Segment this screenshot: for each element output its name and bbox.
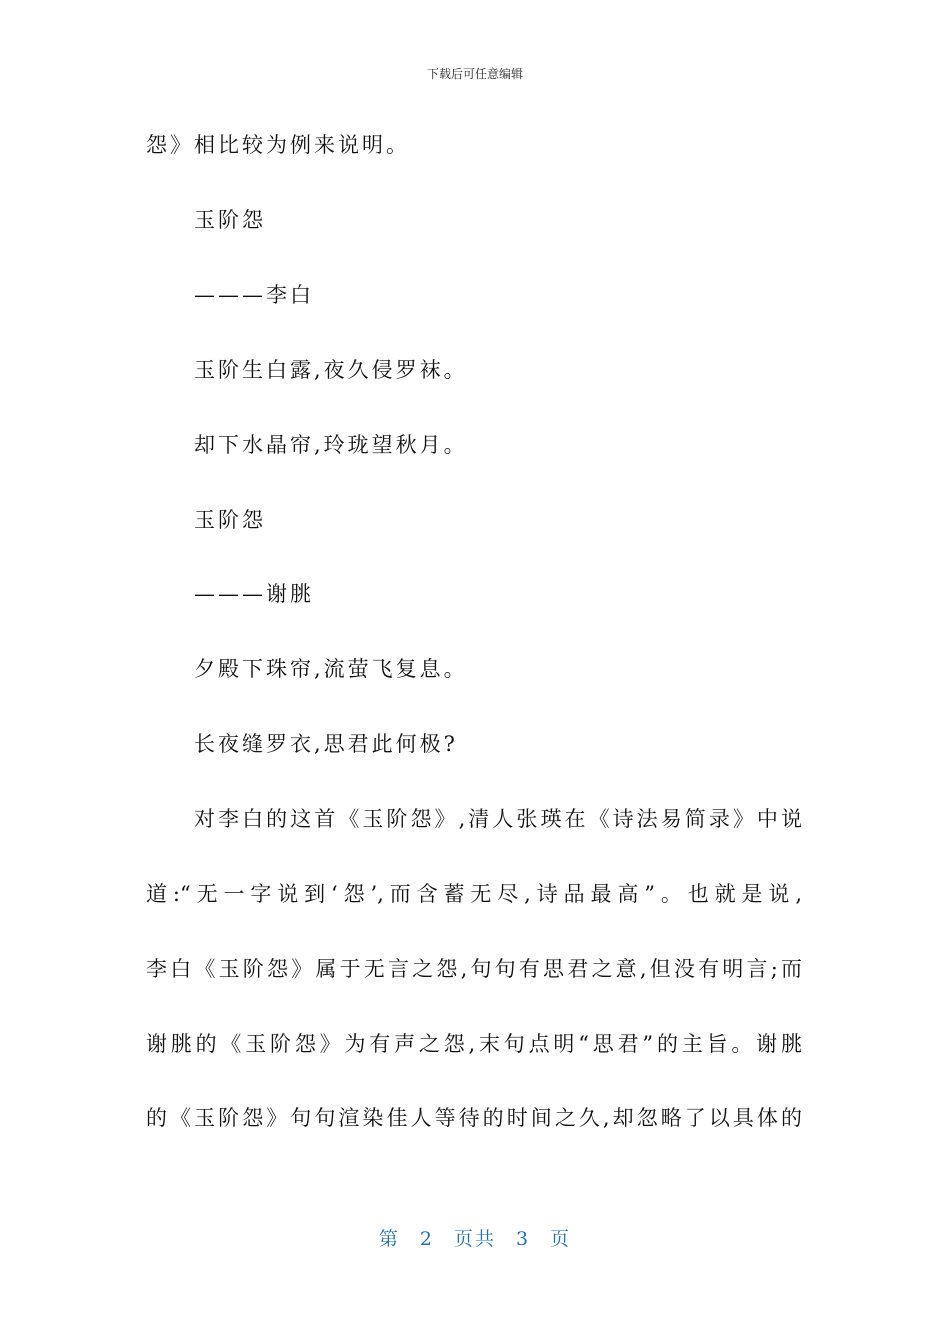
poem-title: 玉阶怨 xyxy=(194,508,266,532)
page-footer xyxy=(0,1226,950,1252)
footer-label-page: 第 xyxy=(378,1228,400,1250)
total-pages-number: 3 xyxy=(516,1228,531,1250)
page-header: 下载后可任意编辑 xyxy=(426,67,523,81)
paragraph-line: 道:“无一字说到‘怨’,而含蓄无尽,诗品最高”。也就是说, xyxy=(146,882,802,906)
current-page-number: 2 xyxy=(419,1228,434,1250)
poem-verse: 夕殿下珠帘,流萤飞复息。 xyxy=(194,657,468,681)
poem-title: 玉阶怨 xyxy=(194,208,266,232)
paragraph-line: 的《玉阶怨》句句渲染佳人等待的时间之久,却忽略了以具体的 xyxy=(146,1106,802,1130)
footer-label-end: 页 xyxy=(550,1228,572,1250)
paragraph-line: 谢朓的《玉阶怨》为有声之怨,末句点明“思君”的主旨。谢朓 xyxy=(146,1032,802,1056)
footer-label-total: 页共 xyxy=(453,1228,496,1250)
poem-author: ———谢朓 xyxy=(194,582,314,606)
paragraph-line: 对李白的这首《玉阶怨》,清人张瑛在《诗法易简录》中说 xyxy=(194,807,802,831)
text-line: 怨》相比较为例来说明。 xyxy=(146,133,410,157)
poem-verse: 长夜缝罗衣,思君此何极? xyxy=(194,732,458,756)
poem-author: ———李白 xyxy=(194,283,314,307)
paragraph-line: 李白《玉阶怨》属于无言之怨,句句有思君之意,但没有明言;而 xyxy=(146,957,802,981)
poem-verse: 却下水晶帘,玲珑望秋月。 xyxy=(194,433,468,457)
poem-verse: 玉阶生白露,夜久侵罗袜。 xyxy=(194,358,468,382)
